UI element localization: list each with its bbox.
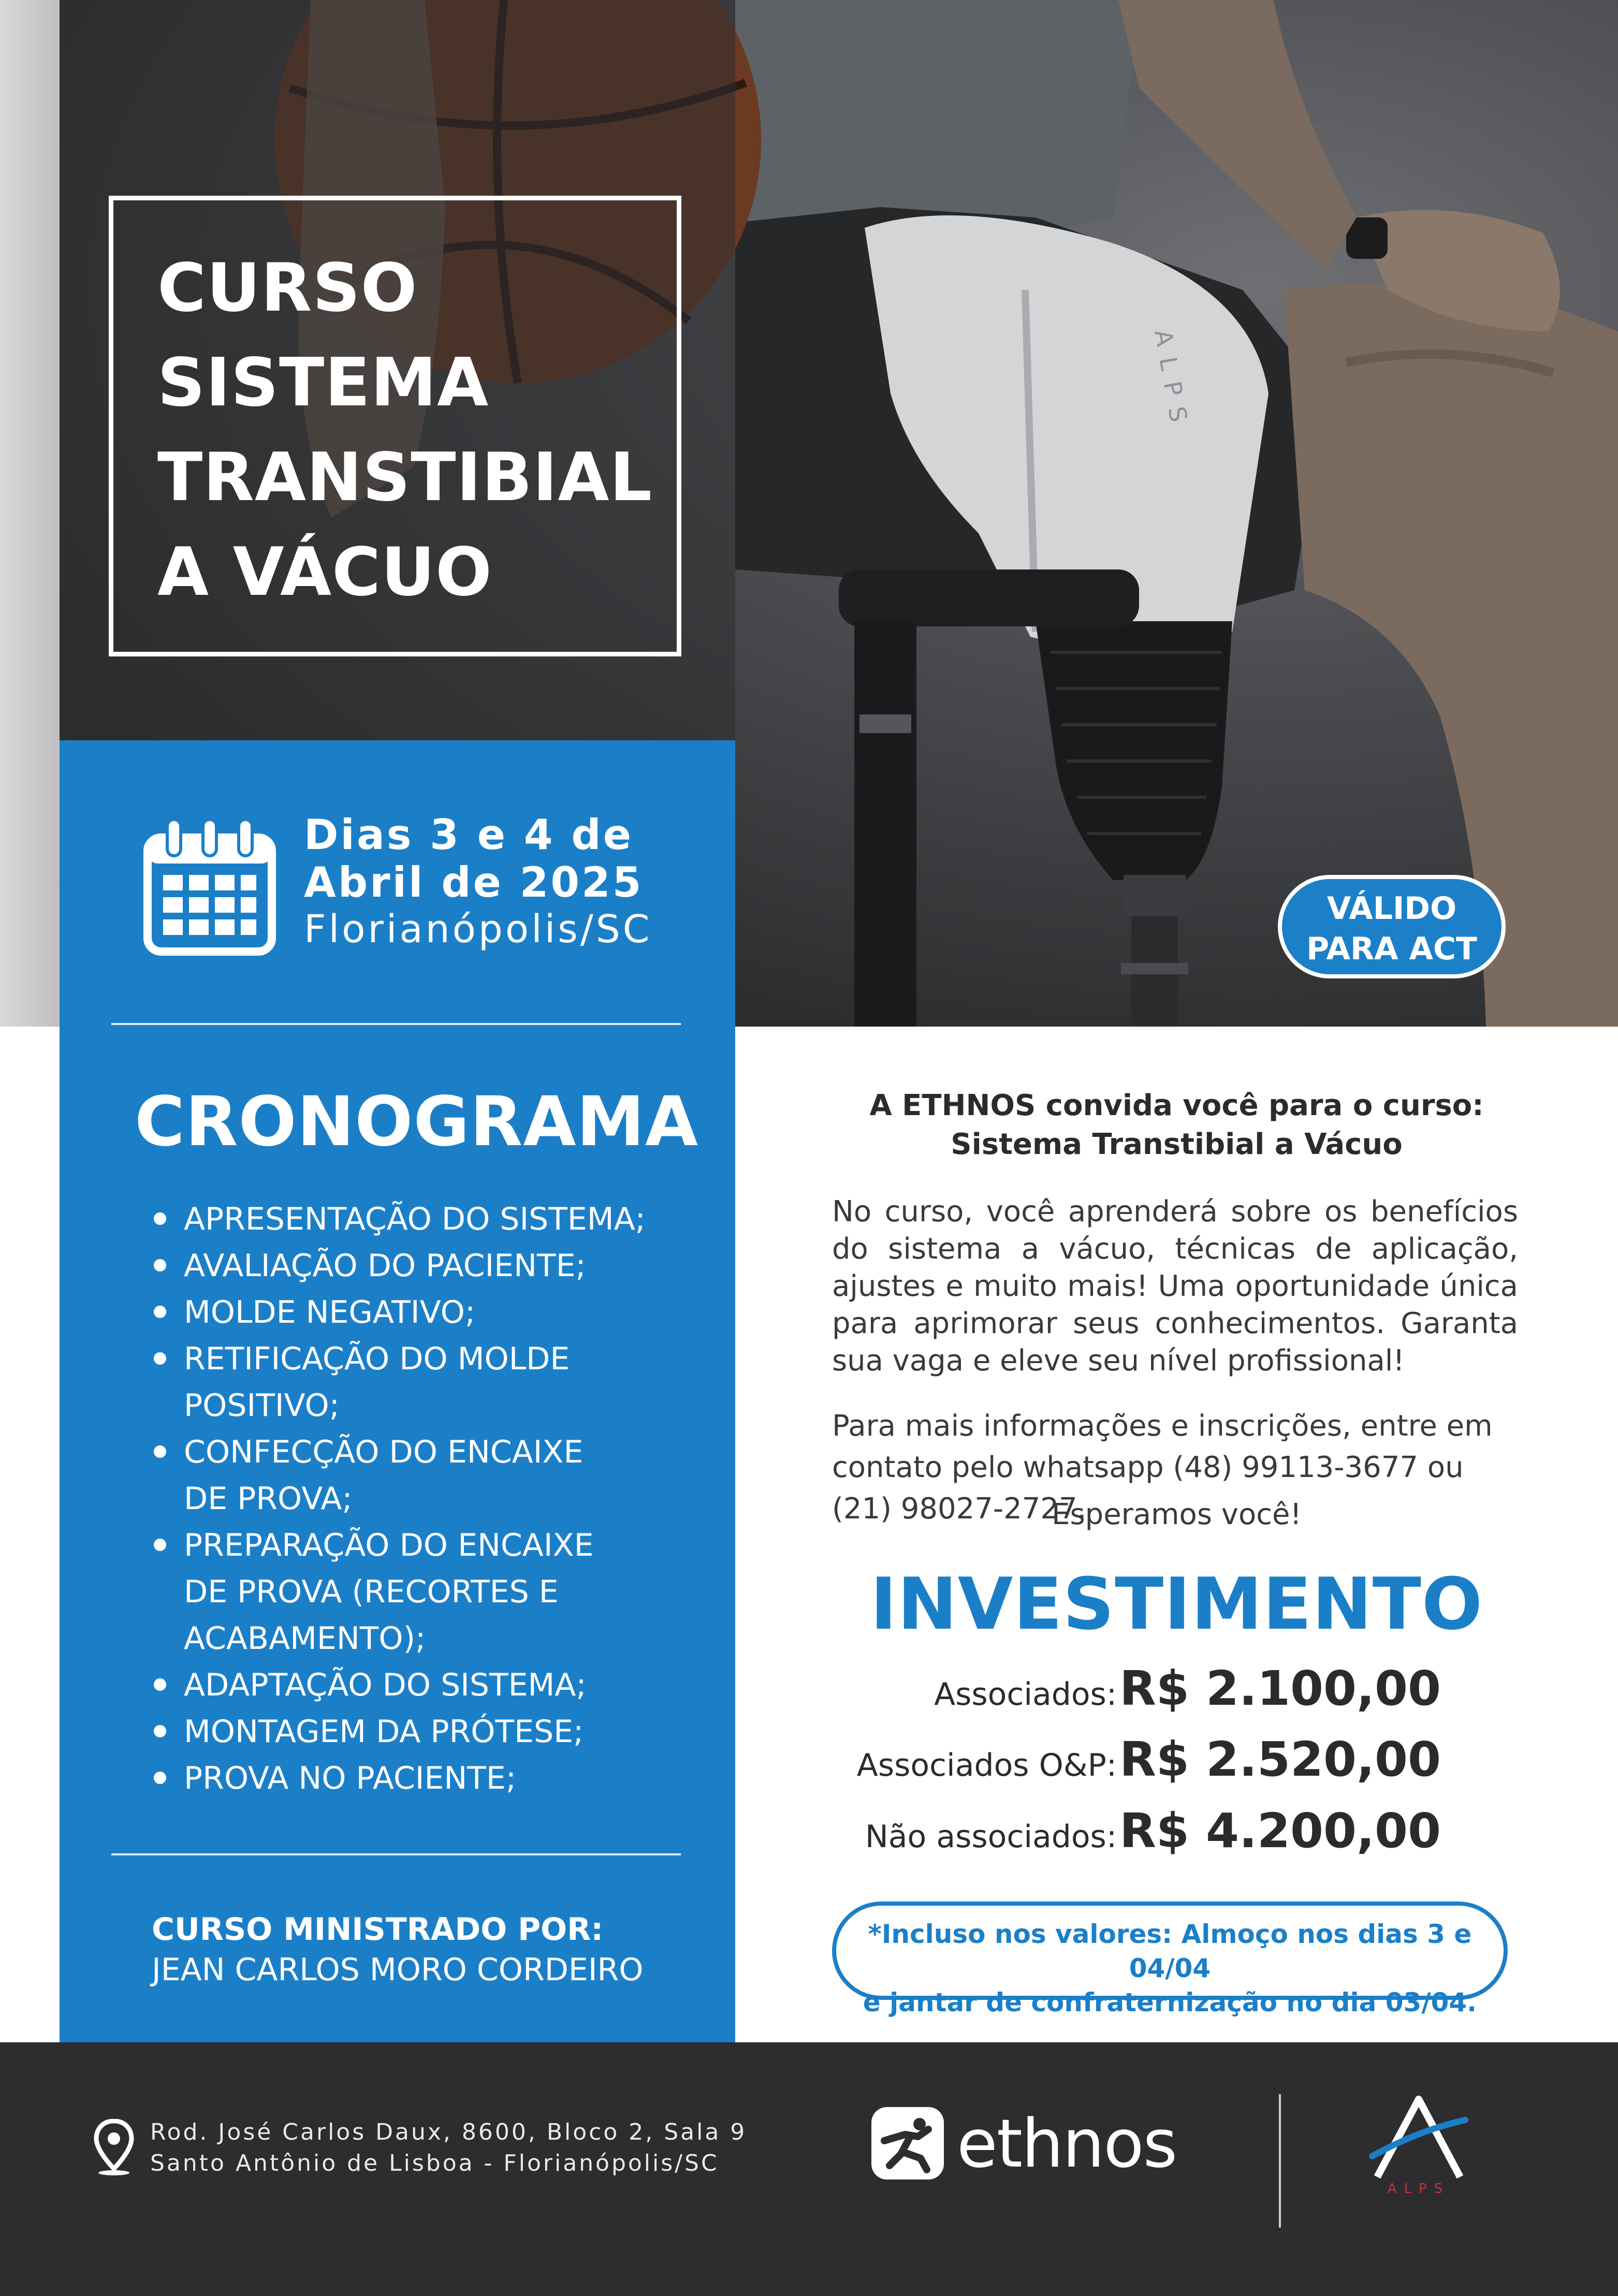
schedule-item-text: CONFECÇÃO DO ENCAIXE	[184, 1434, 584, 1470]
instructor-name: JEAN CARLOS MORO CORDEIRO	[152, 1952, 644, 1988]
schedule-item-text: POSITIVO;	[184, 1387, 340, 1424]
price-value: R$ 2.520,00	[1119, 1732, 1441, 1787]
schedule-item-text: AVALIAÇÃO DO PACIENTE;	[184, 1248, 586, 1284]
title-line: CURSO	[157, 250, 418, 327]
ethnos-wordmark: ethnos	[957, 2105, 1177, 2183]
schedule-item-text: MONTAGEM DA PRÓTESE;	[184, 1714, 584, 1750]
investment-title: INVESTIMENTO	[870, 1562, 1483, 1646]
price-row	[865, 1803, 1441, 1859]
act-badge-line: PARA ACT	[1306, 931, 1477, 967]
price-value: R$ 4.200,00	[1119, 1803, 1441, 1859]
divider	[111, 1023, 681, 1025]
title-line: A VÁCUO	[157, 534, 492, 611]
title-line: TRANSTIBIAL	[157, 439, 652, 516]
divider	[111, 1853, 681, 1855]
schedule-item	[60, 1429, 733, 1522]
schedule-item	[60, 1289, 733, 1336]
alps-wordmark: ALPS	[1387, 2181, 1450, 2197]
schedule-item-text: ACABAMENTO);	[184, 1620, 426, 1657]
schedule-item	[60, 1196, 733, 1242]
price-value: R$ 2.100,00	[1119, 1661, 1441, 1716]
schedule-item	[60, 1708, 733, 1755]
schedule-item-text: ADAPTAÇÃO DO SISTEMA;	[184, 1667, 587, 1703]
course-description: No curso, você aprenderá sobre os benefícios do sistema a vácuo, técnicas de aplicação, ajustes e muito mais! Uma oportunidade única para aprimorar seus conhecimentos. Garanta sua vaga e eleve seu nível profissional!	[832, 1195, 1518, 1378]
schedule-column	[60, 740, 735, 2042]
price-row	[934, 1661, 1441, 1716]
schedule-item-text: DE PROVA (RECORTES E	[184, 1574, 559, 1610]
schedule-item	[60, 1336, 733, 1429]
included-note-line: *Incluso nos valores: Almoço nos dias 3 e 04/04	[868, 1919, 1472, 1983]
schedule-title: CRONOGRAMA	[135, 1082, 699, 1162]
intro-line: Sistema Transtibial a Vácuo	[951, 1128, 1403, 1161]
schedule-item-text: DE PROVA;	[184, 1481, 353, 1517]
title-line: SISTEMA	[157, 344, 489, 421]
schedule-item	[60, 1522, 733, 1662]
event-city: Florianópolis/SC	[304, 907, 652, 952]
logo-divider	[1279, 2094, 1281, 2228]
schedule-item-text: APRESENTAÇÃO DO SISTEMA;	[184, 1201, 646, 1237]
address-line: Rod. José Carlos Daux, 8600, Bloco 2, Sala 9	[150, 2119, 747, 2145]
closing-text: Esperamos você!	[1052, 1498, 1302, 1531]
included-note	[832, 1902, 1508, 2017]
event-date-line: Dias 3 e 4 de	[304, 811, 633, 859]
act-badge-line: VÁLIDO	[1327, 890, 1457, 927]
schedule-item	[60, 1662, 733, 1708]
schedule-item-text: PROVA NO PACIENTE;	[184, 1760, 517, 1796]
alps-logo	[1362, 2094, 1476, 2182]
schedule-item-text: PREPARAÇÃO DO ENCAIXE	[184, 1527, 594, 1563]
event-date-line: Abril de 2025	[304, 858, 644, 906]
contact-info: Para mais informações e inscrições, entre em contato pelo whatsapp (48) 99113-3677 ou (21) 98027-2727.	[832, 1409, 1493, 1526]
price-label: Associados:	[934, 1676, 1117, 1713]
svg-text:ALPS: ALPS	[1149, 327, 1195, 435]
act-badge	[1278, 875, 1506, 978]
calendar-icon	[142, 817, 277, 957]
schedule-item-text: RETIFICAÇÃO DO MOLDE	[184, 1341, 570, 1377]
ethnos-runner-logo	[869, 2104, 946, 2182]
course-info	[735, 1027, 1618, 2042]
schedule-item	[60, 1242, 733, 1289]
included-note-line: e jantar de confraternização no dia 03/04.	[863, 1987, 1477, 2017]
price-label: Não associados:	[865, 1819, 1117, 1855]
schedule-item-text: MOLDE NEGATIVO;	[184, 1294, 476, 1330]
schedule-list	[60, 1196, 733, 1802]
location-pin-icon	[93, 2119, 135, 2176]
price-label: Associados O&P:	[856, 1747, 1117, 1783]
schedule-item	[60, 1755, 733, 1802]
intro-line: A ETHNOS convida você para o curso:	[869, 1089, 1484, 1122]
price-row	[857, 1732, 1441, 1787]
address-line: Santo Antônio de Lisboa - Florianópolis/SC	[150, 2150, 719, 2176]
instructor-label: CURSO MINISTRADO POR:	[152, 1911, 604, 1948]
title-box	[109, 196, 681, 656]
footer	[0, 2042, 1618, 2296]
